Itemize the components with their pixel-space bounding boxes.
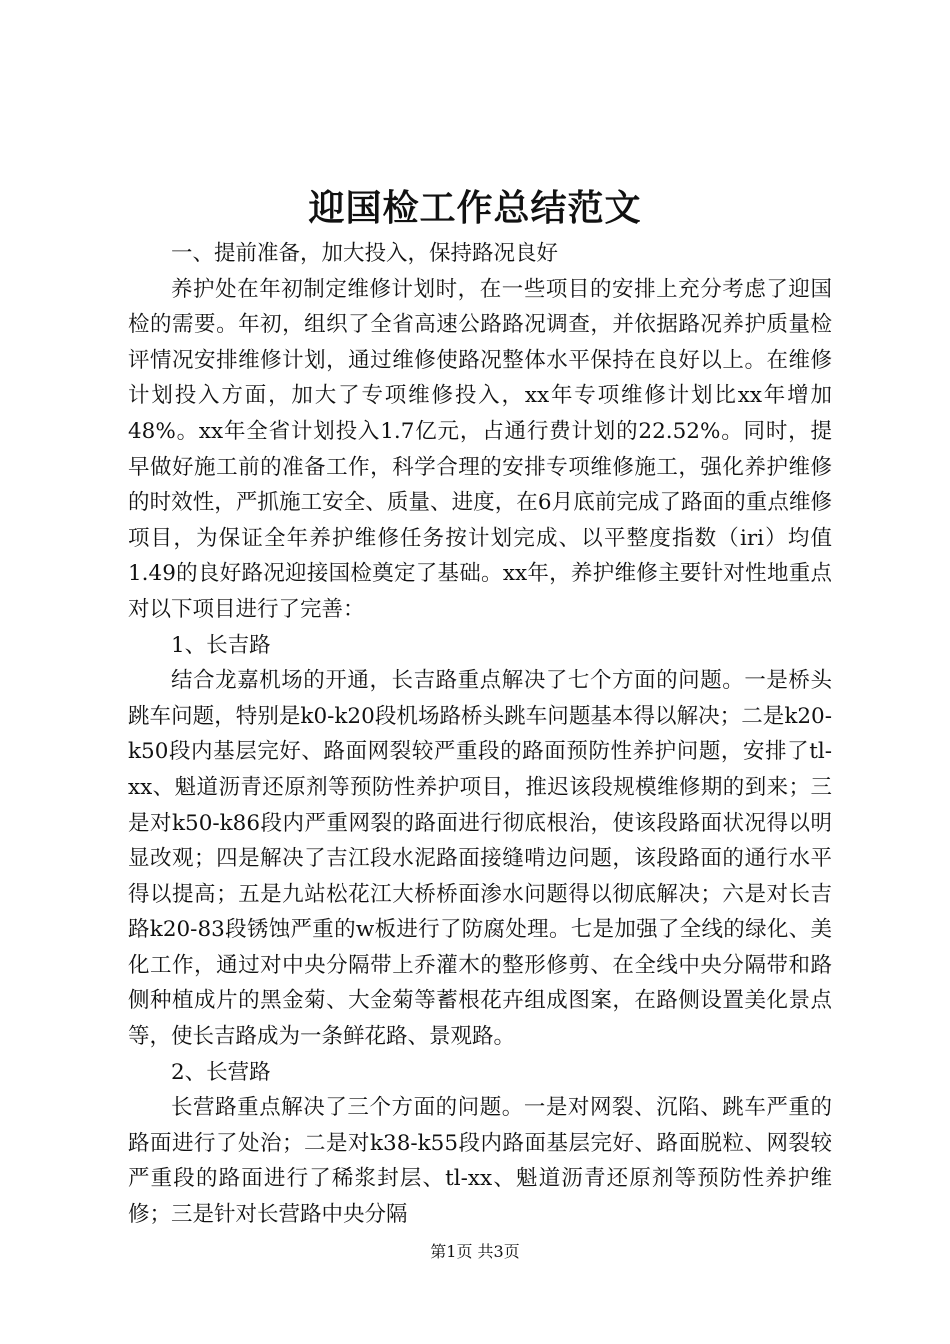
paragraph: 长营路重点解决了三个方面的问题。一是对网裂、沉陷、跳车严重的路面进行了处治；二是对k38-k55段内路面基层完好、路面脱粒、网裂较严重段的路面进行了稀浆封层、tl-xx、魁道沥青还原剂等预防性养护维修；三是针对长营路中央分隔 xyxy=(128,1095,832,1228)
paragraph: 结合龙嘉机场的开通，长吉路重点解决了七个方面的问题。一是桥头跳车问题，特别是k0-k20段机场路桥头跳车问题基本得以解决；二是k20-k50段内基层完好、路面网裂较严重段的路面预防性养护问题，安排了tl-xx、魁道沥青还原剂等预防性养护项目，推迟该段规模维修期的到来；三是对k50-k86段内严重网裂的路面进行彻底根治，使该段路面状况得以明显改观；四是解决了吉江段水泥路面接缝啃边问题，该段路面的通行水平得以提高；五是九站松花江大桥桥面渗水问题得以彻底解决；六是对长吉路k20-83段锈蚀严重的w板进行了防腐处理。七是加强了全线的绿化、美化工作，通过对中央分隔带上乔灌木的整形修剪、在全线中央分隔带和路侧种植成片的黑金菊、大金菊等蓄根花卉组成图案，在路侧设置美化景点等，使长吉路成为一条鲜花路、景观路。 xyxy=(128,668,832,1050)
document-body xyxy=(128,236,832,1233)
paragraph: 养护处在年初制定维修计划时，在一些项目的安排上充分考虑了迎国检的需要。年初，组织了全省高速公路路况调查，并依据路况养护质量检评情况安排维修计划，通过维修使路况整体水平保持在良好以上。在维修计划投入方面，加大了专项维修投入，xx年专项维修计划比xx年增加48%。xx年全省计划投入1.7亿元，占通行费计划的22.52%。同时，提早做好施工前的准备工作，科学合理的安排专项维修施工，强化养护维修的时效性，严抓施工安全、质量、进度，在6月底前完成了路面的重点维修项目，为保证全年养护维修任务按计划完成、以平整度指数（iri）均值1.49的良好路况迎接国检奠定了基础。xx年，养护维修主要针对性地重点对以下项目进行了完善： xyxy=(128,276,832,622)
subsection-heading: 1、长吉路 xyxy=(171,632,271,658)
page-number-footer: 第1页 共3页 xyxy=(430,1242,520,1261)
section-heading: 一、提前准备，加大投入，保持路况良好 xyxy=(171,241,559,266)
subsection-heading: 2、长营路 xyxy=(171,1059,271,1085)
document-title: 迎国检工作总结范文 xyxy=(308,187,642,229)
